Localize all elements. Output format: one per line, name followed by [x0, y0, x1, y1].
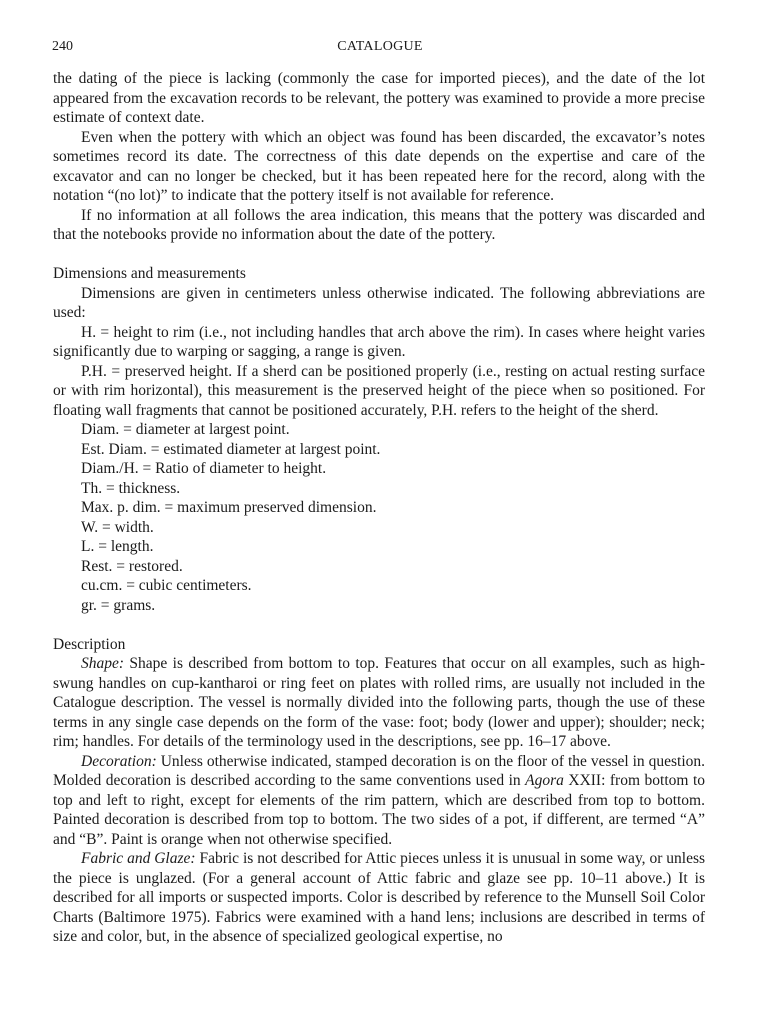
abbreviation-item: Est. Diam. = estimated diameter at largest point.	[81, 440, 381, 458]
abbreviation-item: Diam./H. = Ratio of diameter to height.	[81, 460, 327, 477]
abbreviation-item: W. = width.	[81, 518, 154, 536]
description-heading: Description	[53, 635, 126, 653]
page-number: 240	[52, 39, 73, 54]
body-text	[53, 69, 705, 947]
shape-paragraph	[53, 654, 705, 752]
abbreviation-item: Th. = thickness.	[81, 479, 181, 497]
abbreviation-item: Diam. = diameter at largest point.	[81, 421, 290, 438]
fabric-paragraph	[53, 849, 705, 947]
dimensions-paragraph: Dimensions are given in centimeters unless otherwise indicated. The following abbreviations are used:	[53, 284, 705, 321]
intro-paragraph-3: If no information at all follows the area indication, this means that the pottery was discarded and that the notebooks provide no information about the date of the pottery.	[53, 206, 705, 243]
page-header	[52, 39, 708, 59]
preserved-height-definition: P.H. = preserved height. If a sherd can be positioned properly (i.e., resting on actual resting surface or with rim horizontal), this measurement is the preserved height of the piece when so positioned. For floating wall fragments that cannot be positioned accurately, P.H. refers to the height of the sherd.	[53, 362, 705, 419]
height-definition: H. = height to rim (i.e., not including handles that arch above the rim). In cases where height varies significantly due to warping or sagging, a range is given.	[53, 323, 705, 360]
abbreviation-item: Max. p. dim. = maximum preserved dimension.	[81, 499, 377, 516]
abbreviation-item: gr. = grams.	[81, 596, 156, 614]
abbreviation-item: cu.cm. = cubic centimeters.	[81, 577, 252, 594]
decoration-paragraph	[53, 752, 705, 850]
shape-label: Shape:	[81, 655, 125, 672]
intro-paragraph-1: the dating of the piece is lacking (commonly the case for imported pieces), and the date of the lot appeared from the excavation records to be relevant, the pottery was examined to provide a more precise estimate of context date.	[53, 70, 705, 126]
fabric-text: Fabric is not described for Attic pieces unless it is unusual in some way, or unless the piece is unglazed. (For a general account of Attic fabric and glaze see pp. 10–11 above.) It is described for all imports or suspected imports. Color is described by reference to the Munsell Soil Color Charts (Baltimore 1975). Fabrics were examined with a hand lens; inclusions are described in terms of size and color, but, in the absence of specialized geological expertise, no	[53, 850, 706, 945]
agora-title: Agora	[525, 772, 564, 789]
abbreviation-item: L. = length.	[81, 538, 154, 555]
intro-paragraph-2: Even when the pottery with which an object was found has been discarded, the excavator’s notes sometimes record its date. The correctness of this date depends on the expertise and care of the excavator and can no longer be checked, but it has been repeated here for the record, along with the notation “(no lot)” to indicate that the pottery itself is not available for reference.	[53, 128, 705, 204]
fabric-label: Fabric and Glaze:	[81, 850, 196, 867]
decoration-text-b: XXII: from bottom to top and left to right, except for elements of the rim pattern, which are described from top to bottom. Painted decoration is described from top to bottom. The two sides of a pot, if different, are termed “A” and “B”. Paint is orange when not otherwise specified.	[53, 772, 705, 848]
decoration-text-a: Unless otherwise indicated, stamped decoration is on the floor of the vessel in question. Molded decoration is described according to the same conventions used in	[53, 752, 706, 789]
shape-text: Shape is described from bottom to top. Features that occur on all examples, such as high-swung handles on cup-kantharoi or ring feet on plates with rolled rims, are usually not included in the Catalogue description. The vessel is normally divided into the following parts, though the use of these terms in any single case depends on the form of the vase: foot; body (lower and upper); shoulder; neck; rim; handles. For details of the terminology used in the descriptions, see pp. 16–17 above.	[53, 655, 705, 750]
running-head: CATALOGUE	[337, 39, 423, 54]
decoration-label: Decoration:	[81, 752, 157, 770]
abbreviation-item: Rest. = restored.	[81, 557, 183, 575]
dimensions-heading: Dimensions and measurements	[53, 265, 246, 282]
